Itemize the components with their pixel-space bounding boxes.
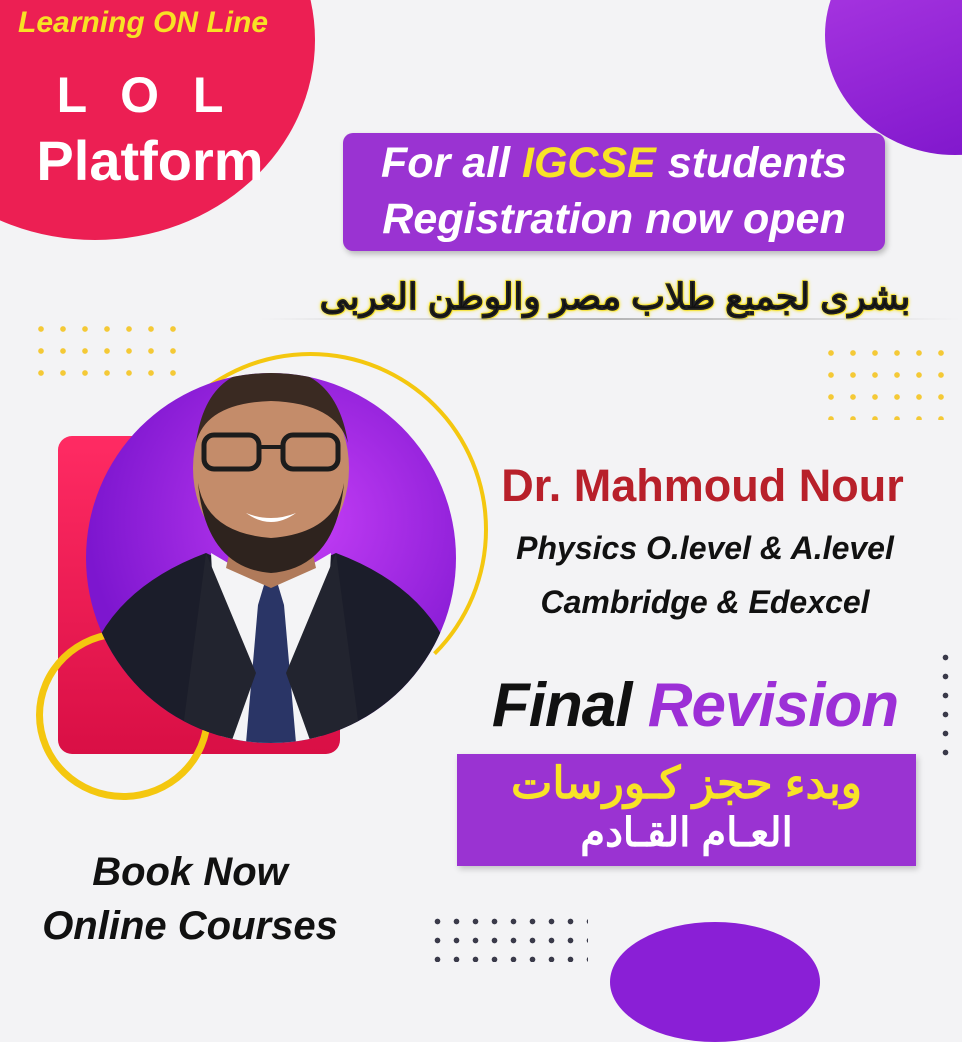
registration-banner [343,133,885,251]
divider-line [260,318,960,320]
book-now-text: Book Now [92,850,288,894]
final-word: Final [491,671,632,740]
final-revision-heading [445,670,945,741]
banner-line-1 [343,139,885,188]
subject-line-2: Cambridge & Edexcel [540,584,870,620]
dot-pattern-dark-bottom [428,912,588,962]
dot-pattern-right [820,342,960,420]
banner-highlight: IGCSE [522,139,656,187]
banner-prefix: For all [381,139,511,187]
banner-suffix: students [667,139,847,187]
arabic-headline: بشرى لجميع طلاب مصر والوطن العربى [319,276,911,317]
online-courses-text: Online Courses [42,904,338,948]
bottom-purple-circle [610,922,820,1042]
revision-word: Revision [647,671,899,740]
portrait-illustration [86,373,456,743]
brand-platform: Platform [36,129,264,192]
booking-box [457,754,916,866]
booking-line-2: العـام القـادم [580,811,793,855]
dot-pattern-left [30,318,180,384]
teacher-name: Dr. Mahmoud Nour [501,460,904,511]
subject-line-1: Physics O.level & A.level [516,530,894,566]
banner-line-2: Registration now open [382,195,846,243]
teacher-portrait [86,373,456,743]
brand-tagline: Learning ON Line [18,6,269,39]
corner-purple-circle [825,0,962,155]
brand-acronym: L O L [56,67,234,123]
booking-line-1: وبدء حجز كـورسات [510,759,863,808]
